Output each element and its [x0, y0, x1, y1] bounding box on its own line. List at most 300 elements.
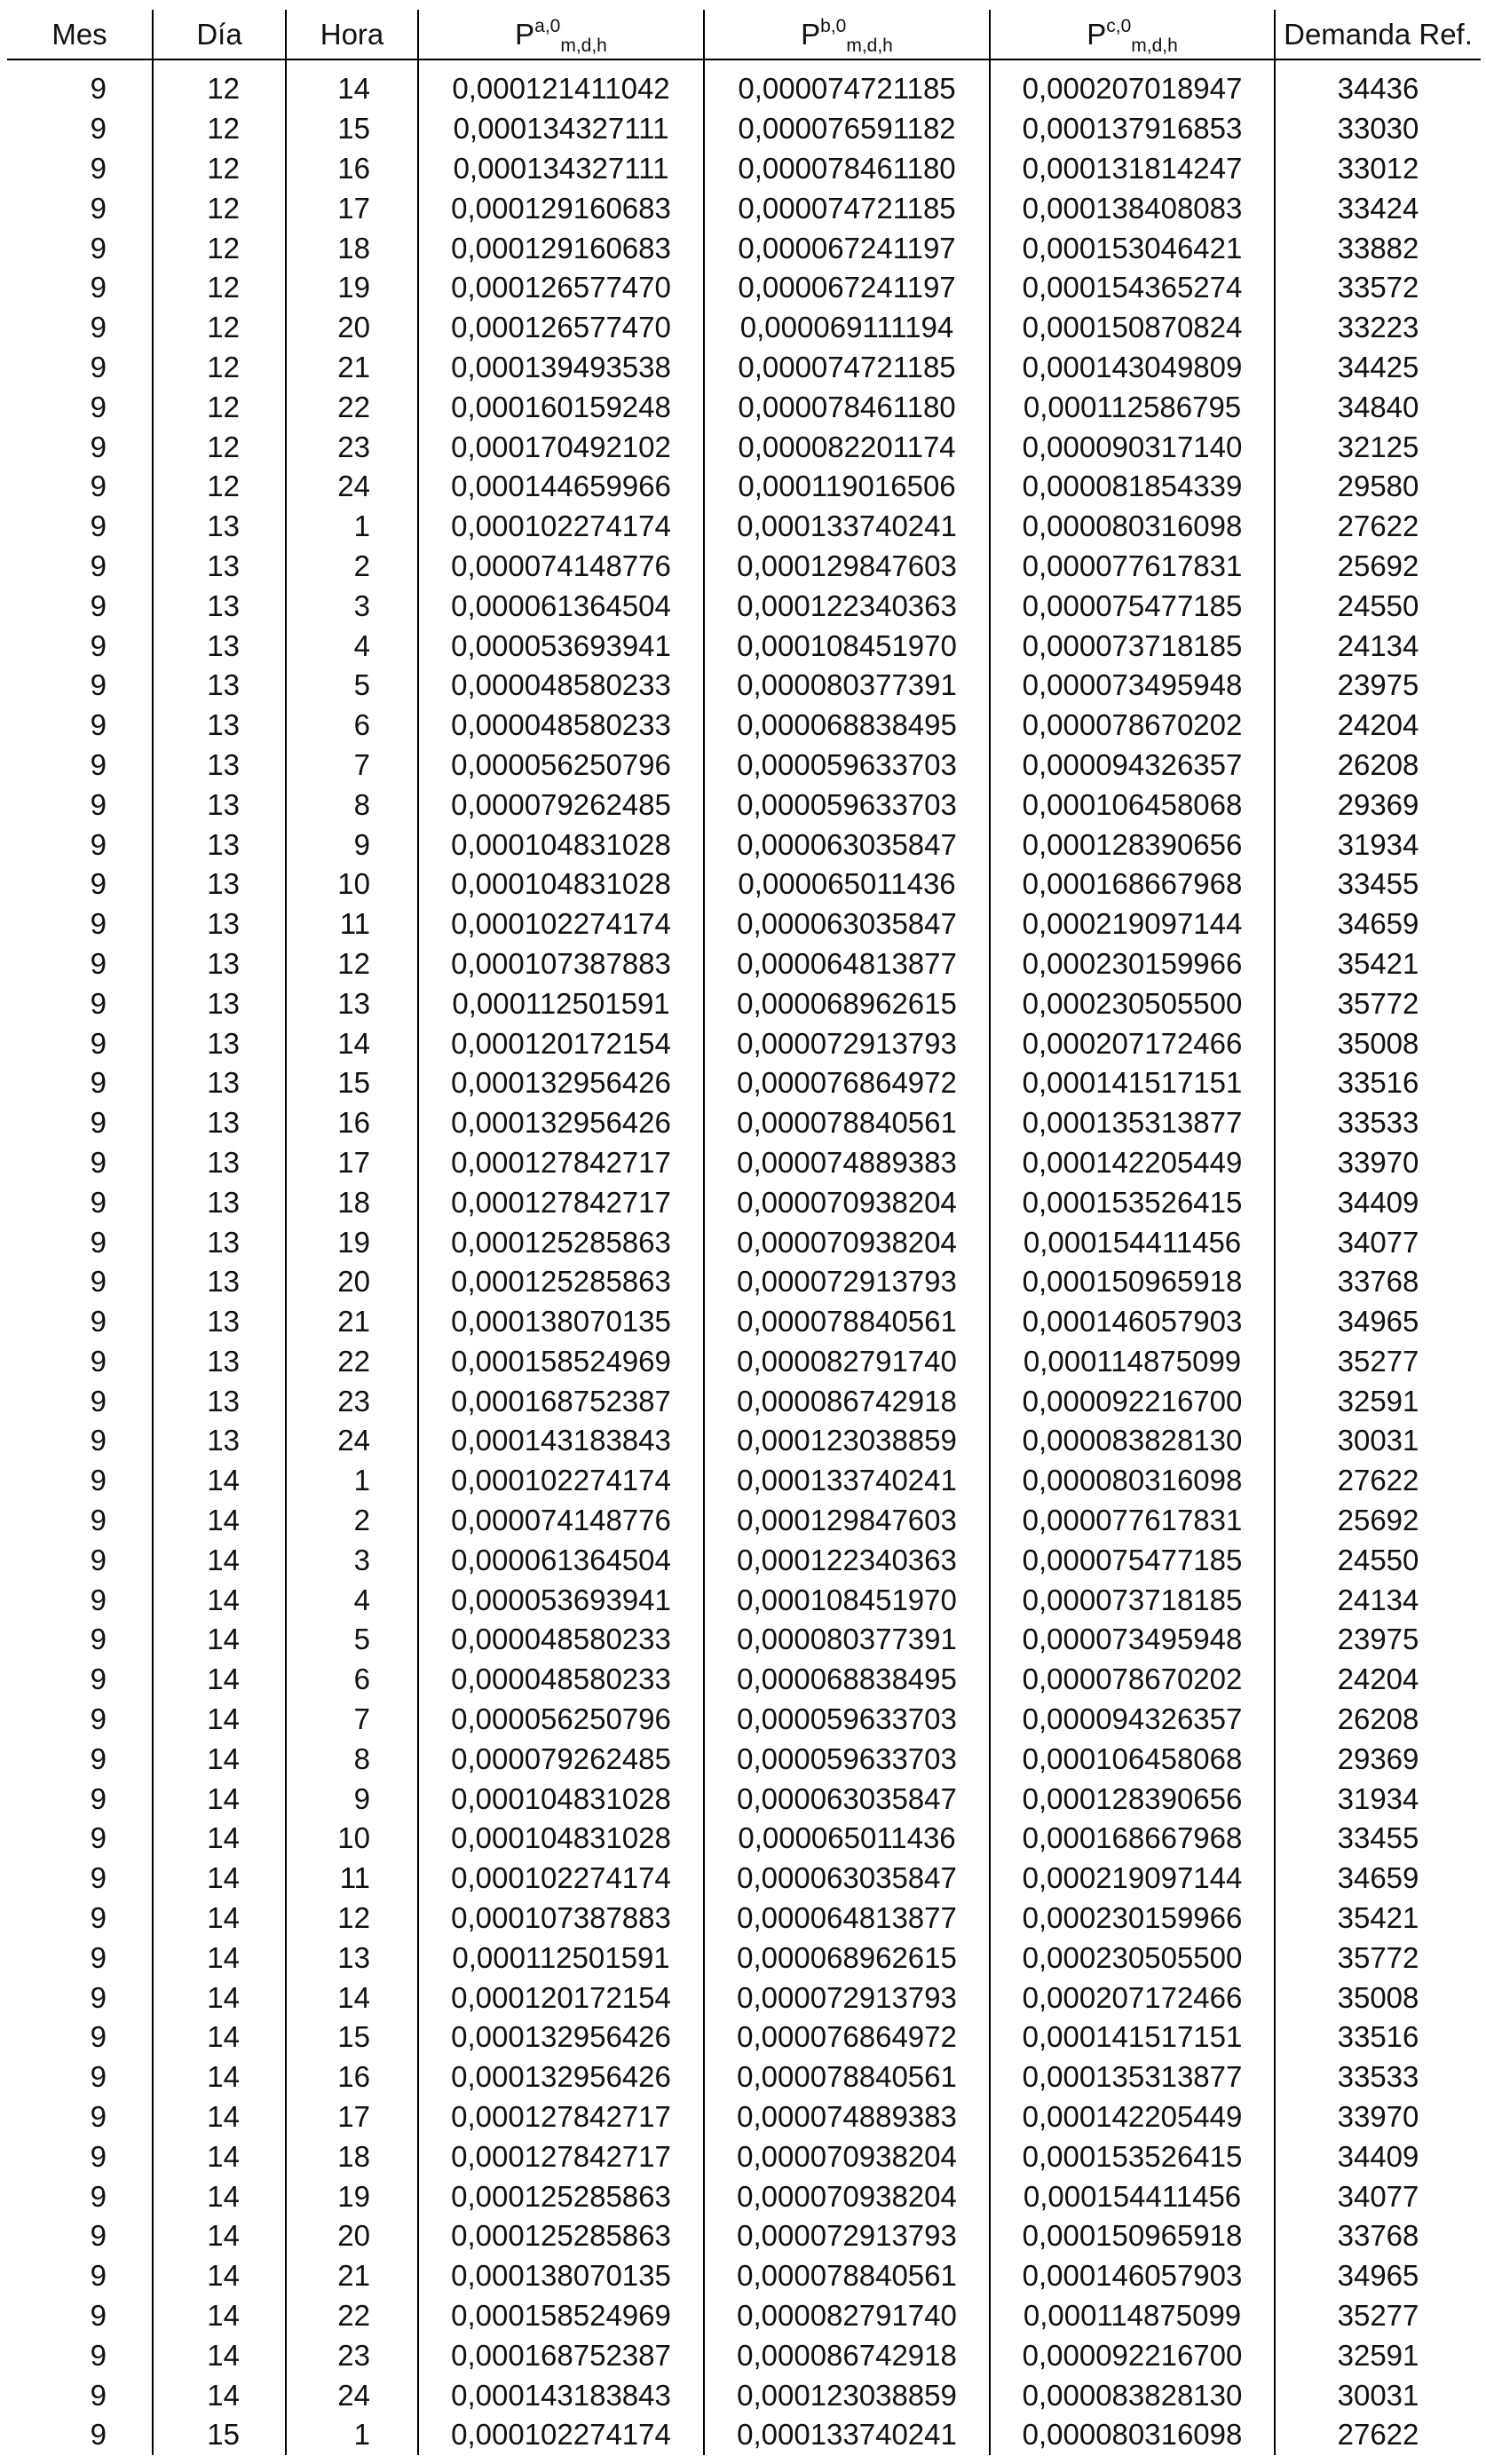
cell-dia: 13 [153, 1222, 286, 1262]
cell-p-a: 0,000102274174 [418, 1859, 704, 1899]
cell-p-c: 0,000094326357 [990, 1700, 1275, 1740]
header-p-c-base: P [1087, 18, 1107, 51]
cell-mes: 9 [90, 2060, 107, 2094]
cell-hora: 12 [286, 1899, 418, 1939]
cell-p-b: 0,000059633703 [704, 746, 990, 786]
cell-demanda-ref: 35277 [1275, 1342, 1481, 1382]
cell-p-a: 0,000112501591 [418, 1938, 704, 1978]
cell-demanda-ref: 35772 [1275, 1938, 1481, 1978]
header-p-b-sub: m,d,h [846, 36, 893, 56]
cell-p-a: 0,000170492102 [418, 427, 704, 467]
cell-dia: 14 [153, 2296, 286, 2336]
cell-mes: 9 [90, 986, 107, 1020]
cell-hora: 20 [286, 1262, 418, 1302]
cell-p-b: 0,000129847603 [704, 547, 990, 587]
cell-p-a: 0,000127842717 [418, 2136, 704, 2176]
cell-dia: 14 [153, 1540, 286, 1580]
cell-hora: 2 [286, 547, 418, 587]
cell-p-a: 0,000125285863 [418, 1262, 704, 1302]
cell-hora: 11 [286, 904, 418, 944]
cell-hora: 9 [286, 1779, 418, 1819]
cell-p-a: 0,000079262485 [418, 1739, 704, 1779]
cell-dia: 13 [153, 983, 286, 1023]
header-p-c-sup: c,0 [1106, 16, 1132, 36]
cell-hora: 20 [286, 2216, 418, 2256]
cell-mes: 9 [90, 1901, 107, 1935]
cell-demanda-ref: 29369 [1275, 785, 1481, 825]
cell-mes: 9 [90, 271, 107, 304]
cell-mes: 9 [90, 112, 107, 146]
cell-hora: 8 [286, 785, 418, 825]
cell-p-a: 0,000102274174 [418, 904, 704, 944]
cell-mes: 9 [90, 1583, 107, 1616]
cell-demanda-ref: 34659 [1275, 904, 1481, 944]
cell-hora: 4 [286, 626, 418, 666]
cell-p-b: 0,000129847603 [704, 1501, 990, 1541]
cell-p-c: 0,000131814247 [990, 149, 1275, 189]
cell-p-b: 0,000070938204 [704, 1222, 990, 1262]
header-hora: Hora [286, 10, 418, 59]
cell-dia: 12 [153, 308, 286, 348]
cell-demanda-ref: 33455 [1275, 1819, 1481, 1859]
cell-p-a: 0,000125285863 [418, 1222, 704, 1262]
cell-p-a: 0,000120172154 [418, 1978, 704, 2018]
cell-p-c: 0,000128390656 [990, 1779, 1275, 1819]
cell-demanda-ref: 32591 [1275, 1381, 1481, 1421]
cell-hora: 19 [286, 2176, 418, 2216]
cell-p-c: 0,000230505500 [990, 983, 1275, 1023]
cell-p-a: 0,000138070135 [418, 1302, 704, 1342]
table-row [7, 1859, 1481, 1899]
cell-p-b: 0,000072913793 [704, 2216, 990, 2256]
table-row [7, 1063, 1481, 1103]
cell-hora: 22 [286, 2296, 418, 2336]
cell-hora: 12 [286, 944, 418, 984]
cell-mes: 9 [90, 2418, 107, 2452]
cell-dia: 12 [153, 228, 286, 268]
cell-p-c: 0,000230159966 [990, 944, 1275, 984]
cell-mes: 9 [90, 1185, 107, 1219]
cell-mes: 9 [90, 2020, 107, 2054]
cell-mes: 9 [90, 1225, 107, 1259]
cell-hora: 18 [286, 1182, 418, 1222]
table-row [7, 2415, 1481, 2455]
cell-mes: 9 [90, 1424, 107, 1457]
cell-p-a: 0,000144659966 [418, 467, 704, 507]
cell-dia: 14 [153, 1739, 286, 1779]
table-row [7, 268, 1481, 308]
cell-p-a: 0,000143183843 [418, 2375, 704, 2415]
cell-p-a: 0,000048580233 [418, 1660, 704, 1700]
cell-mes: 9 [90, 668, 107, 702]
cell-p-c: 0,000073495948 [990, 1620, 1275, 1660]
cell-p-a: 0,000104831028 [418, 1779, 704, 1819]
cell-hora: 3 [286, 586, 418, 626]
table-row [7, 387, 1481, 427]
cell-p-c: 0,000137916853 [990, 109, 1275, 149]
cell-hora: 9 [286, 825, 418, 865]
cell-demanda-ref: 23975 [1275, 1620, 1481, 1660]
cell-p-c: 0,000154411456 [990, 1222, 1275, 1262]
cell-dia: 13 [153, 944, 286, 984]
cell-p-c: 0,000142205449 [990, 1143, 1275, 1183]
cell-demanda-ref: 33455 [1275, 865, 1481, 904]
table-row [7, 427, 1481, 467]
cell-mes: 9 [90, 2100, 107, 2134]
cell-p-a: 0,000107387883 [418, 944, 704, 984]
cell-p-a: 0,000056250796 [418, 1700, 704, 1740]
cell-mes: 9 [90, 231, 107, 265]
table-row [7, 2018, 1481, 2057]
cell-p-b: 0,000076864972 [704, 1063, 990, 1103]
cell-dia: 14 [153, 1620, 286, 1660]
cell-mes: 9 [90, 72, 107, 106]
cell-demanda-ref: 29369 [1275, 1739, 1481, 1779]
cell-demanda-ref: 35421 [1275, 944, 1481, 984]
cell-dia: 14 [153, 1779, 286, 1819]
cell-p-a: 0,000126577470 [418, 268, 704, 308]
cell-p-c: 0,000153046421 [990, 228, 1275, 268]
cell-p-c: 0,000207172466 [990, 1023, 1275, 1063]
cell-mes: 9 [90, 1781, 107, 1815]
cell-demanda-ref: 34425 [1275, 348, 1481, 388]
cell-p-b: 0,000070938204 [704, 2136, 990, 2176]
cell-p-a: 0,000132956426 [418, 1103, 704, 1143]
header-demanda-ref: Demanda Ref. [1275, 10, 1481, 59]
cell-p-c: 0,000106458068 [990, 1739, 1275, 1779]
cell-p-b: 0,000086742918 [704, 2335, 990, 2375]
cell-dia: 13 [153, 586, 286, 626]
table-row [7, 109, 1481, 149]
cell-mes: 9 [90, 2299, 107, 2333]
cell-p-b: 0,000123038859 [704, 2375, 990, 2415]
cell-p-a: 0,000158524969 [418, 2296, 704, 2336]
cell-p-b: 0,000082791740 [704, 1342, 990, 1382]
cell-p-b: 0,000133740241 [704, 1461, 990, 1501]
cell-demanda-ref: 34077 [1275, 1222, 1481, 1262]
cell-dia: 13 [153, 865, 286, 904]
cell-dia: 12 [153, 268, 286, 308]
cell-p-c: 0,000073718185 [990, 626, 1275, 666]
cell-dia: 13 [153, 1182, 286, 1222]
demand-probability-table [7, 10, 1481, 2455]
cell-hora: 20 [286, 308, 418, 348]
cell-p-c: 0,000128390656 [990, 825, 1275, 865]
cell-dia: 14 [153, 1461, 286, 1501]
cell-p-b: 0,000076591182 [704, 109, 990, 149]
cell-demanda-ref: 33882 [1275, 228, 1481, 268]
cell-dia: 14 [153, 2335, 286, 2375]
table-row [7, 865, 1481, 904]
cell-p-c: 0,000146057903 [990, 2256, 1275, 2296]
cell-p-a: 0,000132956426 [418, 2018, 704, 2057]
table-row [7, 1302, 1481, 1342]
cell-p-c: 0,000077617831 [990, 547, 1275, 587]
cell-hora: 17 [286, 2097, 418, 2137]
header-p-a-base: P [515, 18, 535, 51]
cell-p-c: 0,000135313877 [990, 1103, 1275, 1143]
cell-hora: 16 [286, 149, 418, 189]
cell-demanda-ref: 24550 [1275, 1540, 1481, 1580]
cell-dia: 13 [153, 1262, 286, 1302]
cell-dia: 14 [153, 1938, 286, 1978]
cell-hora: 5 [286, 1620, 418, 1660]
cell-mes: 9 [90, 1702, 107, 1736]
cell-demanda-ref: 27622 [1275, 507, 1481, 547]
cell-p-a: 0,000139493538 [418, 348, 704, 388]
cell-dia: 14 [153, 1859, 286, 1899]
cell-hora: 15 [286, 1063, 418, 1103]
cell-hora: 1 [286, 507, 418, 547]
cell-p-b: 0,000067241197 [704, 268, 990, 308]
cell-p-b: 0,000074721185 [704, 188, 990, 228]
table-row [7, 1143, 1481, 1183]
cell-mes: 9 [90, 549, 107, 582]
cell-p-b: 0,000063035847 [704, 1779, 990, 1819]
header-p-c-sub: m,d,h [1131, 36, 1178, 56]
cell-mes: 9 [90, 2219, 107, 2253]
cell-hora: 15 [286, 109, 418, 149]
cell-mes: 9 [90, 588, 107, 622]
cell-hora: 19 [286, 268, 418, 308]
cell-demanda-ref: 35421 [1275, 1899, 1481, 1939]
cell-hora: 6 [286, 706, 418, 746]
cell-demanda-ref: 35008 [1275, 1023, 1481, 1063]
table-row [7, 1779, 1481, 1819]
cell-p-c: 0,000083828130 [990, 1421, 1275, 1461]
table-row [7, 746, 1481, 786]
cell-mes: 9 [90, 2179, 107, 2213]
cell-p-b: 0,000108451970 [704, 626, 990, 666]
cell-dia: 14 [153, 1978, 286, 2018]
cell-p-b: 0,000068962615 [704, 1938, 990, 1978]
cell-hora: 24 [286, 2375, 418, 2415]
cell-hora: 16 [286, 1103, 418, 1143]
cell-demanda-ref: 30031 [1275, 2375, 1481, 2415]
cell-p-b: 0,000068838495 [704, 1660, 990, 1700]
cell-demanda-ref: 33223 [1275, 308, 1481, 348]
cell-hora: 21 [286, 2256, 418, 2296]
cell-dia: 14 [153, 1819, 286, 1859]
cell-mes: 9 [90, 2378, 107, 2412]
cell-p-a: 0,000134327111 [418, 149, 704, 189]
cell-p-b: 0,000078840561 [704, 2057, 990, 2097]
cell-mes: 9 [90, 151, 107, 185]
data-table-container [7, 10, 1481, 2455]
cell-p-a: 0,000104831028 [418, 865, 704, 904]
cell-dia: 13 [153, 1063, 286, 1103]
cell-p-a: 0,000168752387 [418, 2335, 704, 2375]
cell-mes: 9 [90, 311, 107, 344]
cell-mes: 9 [90, 628, 107, 662]
cell-dia: 12 [153, 109, 286, 149]
cell-p-c: 0,000083828130 [990, 2375, 1275, 2415]
cell-p-c: 0,000112586795 [990, 387, 1275, 427]
cell-p-a: 0,000129160683 [418, 188, 704, 228]
cell-dia: 14 [153, 2375, 286, 2415]
cell-dia: 13 [153, 1143, 286, 1183]
cell-demanda-ref: 32591 [1275, 2335, 1481, 2375]
cell-hora: 14 [286, 1023, 418, 1063]
header-p-b-sup: b,0 [820, 16, 847, 36]
cell-p-a: 0,000079262485 [418, 785, 704, 825]
cell-p-c: 0,000080316098 [990, 507, 1275, 547]
cell-hora: 13 [286, 1938, 418, 1978]
cell-p-b: 0,000074889383 [704, 2097, 990, 2137]
cell-p-c: 0,000154365274 [990, 268, 1275, 308]
cell-dia: 14 [153, 2256, 286, 2296]
cell-demanda-ref: 27622 [1275, 2415, 1481, 2455]
cell-hora: 6 [286, 1660, 418, 1700]
table-header-row [7, 10, 1481, 59]
table-row [7, 348, 1481, 388]
cell-mes: 9 [90, 1305, 107, 1339]
cell-hora: 3 [286, 1540, 418, 1580]
cell-p-c: 0,000168667968 [990, 865, 1275, 904]
cell-mes: 9 [90, 827, 107, 861]
cell-p-c: 0,000135313877 [990, 2057, 1275, 2097]
cell-hora: 1 [286, 2415, 418, 2455]
cell-dia: 14 [153, 2136, 286, 2176]
cell-p-c: 0,000141517151 [990, 1063, 1275, 1103]
cell-mes: 9 [90, 1464, 107, 1497]
cell-hora: 16 [286, 2057, 418, 2097]
cell-p-c: 0,000207018947 [990, 59, 1275, 109]
cell-mes: 9 [90, 1384, 107, 1418]
cell-p-b: 0,000068838495 [704, 706, 990, 746]
cell-demanda-ref: 31934 [1275, 1779, 1481, 1819]
cell-p-a: 0,000127842717 [418, 1143, 704, 1183]
cell-p-b: 0,000133740241 [704, 2415, 990, 2455]
cell-p-a: 0,000158524969 [418, 1342, 704, 1382]
table-row [7, 1739, 1481, 1779]
cell-p-b: 0,000078840561 [704, 2256, 990, 2296]
cell-mes: 9 [90, 470, 107, 503]
cell-p-a: 0,000102274174 [418, 2415, 704, 2455]
table-row [7, 228, 1481, 268]
cell-p-a: 0,000107387883 [418, 1899, 704, 1939]
cell-p-b: 0,000070938204 [704, 1182, 990, 1222]
cell-demanda-ref: 24134 [1275, 1580, 1481, 1620]
cell-dia: 14 [153, 1501, 286, 1541]
cell-hora: 2 [286, 1501, 418, 1541]
cell-demanda-ref: 34840 [1275, 387, 1481, 427]
cell-demanda-ref: 33424 [1275, 188, 1481, 228]
cell-p-b: 0,000064813877 [704, 1899, 990, 1939]
cell-demanda-ref: 34659 [1275, 1859, 1481, 1899]
cell-mes: 9 [90, 907, 107, 941]
cell-demanda-ref: 33030 [1275, 109, 1481, 149]
table-row [7, 1660, 1481, 1700]
table-row [7, 2335, 1481, 2375]
cell-dia: 12 [153, 427, 286, 467]
cell-hora: 7 [286, 746, 418, 786]
cell-demanda-ref: 33970 [1275, 1143, 1481, 1183]
cell-p-a: 0,000074148776 [418, 547, 704, 587]
cell-hora: 24 [286, 1421, 418, 1461]
cell-p-c: 0,000075477185 [990, 1540, 1275, 1580]
cell-demanda-ref: 35772 [1275, 983, 1481, 1023]
cell-demanda-ref: 33533 [1275, 1103, 1481, 1143]
cell-p-b: 0,000063035847 [704, 825, 990, 865]
cell-p-b: 0,000072913793 [704, 1023, 990, 1063]
cell-p-a: 0,000053693941 [418, 1580, 704, 1620]
cell-p-c: 0,000114875099 [990, 2296, 1275, 2336]
table-row [7, 666, 1481, 706]
cell-p-b: 0,000074721185 [704, 348, 990, 388]
table-row [7, 547, 1481, 587]
cell-p-a: 0,000132956426 [418, 2057, 704, 2097]
cell-p-c: 0,000150870824 [990, 308, 1275, 348]
cell-hora: 5 [286, 666, 418, 706]
cell-dia: 12 [153, 387, 286, 427]
cell-demanda-ref: 29580 [1275, 467, 1481, 507]
table-row [7, 1540, 1481, 1580]
cell-p-a: 0,000143183843 [418, 1421, 704, 1461]
cell-p-b: 0,000065011436 [704, 1819, 990, 1859]
cell-dia: 13 [153, 1381, 286, 1421]
table-row [7, 904, 1481, 944]
table-row [7, 308, 1481, 348]
cell-hora: 22 [286, 387, 418, 427]
cell-p-c: 0,000073718185 [990, 1580, 1275, 1620]
cell-p-c: 0,000143049809 [990, 348, 1275, 388]
cell-mes: 9 [90, 350, 107, 383]
cell-p-c: 0,000078670202 [990, 1660, 1275, 1700]
cell-p-a: 0,000053693941 [418, 626, 704, 666]
cell-dia: 13 [153, 825, 286, 865]
cell-p-a: 0,000112501591 [418, 983, 704, 1023]
cell-p-b: 0,000123038859 [704, 1421, 990, 1461]
cell-mes: 9 [90, 867, 107, 901]
cell-mes: 9 [90, 390, 107, 423]
cell-p-a: 0,000126577470 [418, 308, 704, 348]
cell-p-b: 0,000067241197 [704, 228, 990, 268]
header-p-a-sup: a,0 [534, 16, 561, 36]
cell-dia: 15 [153, 2415, 286, 2455]
cell-mes: 9 [90, 787, 107, 821]
cell-p-b: 0,000080377391 [704, 666, 990, 706]
cell-p-c: 0,000141517151 [990, 2018, 1275, 2057]
cell-mes: 9 [90, 191, 107, 225]
cell-dia: 13 [153, 666, 286, 706]
cell-p-c: 0,000094326357 [990, 746, 1275, 786]
cell-demanda-ref: 33970 [1275, 2097, 1481, 2137]
cell-hora: 10 [286, 1819, 418, 1859]
cell-p-b: 0,000133740241 [704, 507, 990, 547]
cell-p-a: 0,000129160683 [418, 228, 704, 268]
cell-p-c: 0,000142205449 [990, 2097, 1275, 2137]
cell-p-b: 0,000108451970 [704, 1580, 990, 1620]
table-row [7, 1501, 1481, 1541]
cell-p-b: 0,000078840561 [704, 1103, 990, 1143]
cell-dia: 13 [153, 1302, 286, 1342]
cell-p-c: 0,000080316098 [990, 2415, 1275, 2455]
cell-dia: 12 [153, 149, 286, 189]
cell-dia: 13 [153, 1342, 286, 1382]
cell-p-b: 0,000086742918 [704, 1381, 990, 1421]
cell-demanda-ref: 34077 [1275, 2176, 1481, 2216]
cell-p-a: 0,000104831028 [418, 1819, 704, 1859]
cell-p-b: 0,000072913793 [704, 1978, 990, 2018]
cell-dia: 13 [153, 1103, 286, 1143]
table-row [7, 188, 1481, 228]
cell-mes: 9 [90, 2259, 107, 2293]
cell-p-c: 0,000230159966 [990, 1899, 1275, 1939]
table-row [7, 2176, 1481, 2216]
cell-hora: 18 [286, 228, 418, 268]
cell-mes: 9 [90, 1106, 107, 1140]
